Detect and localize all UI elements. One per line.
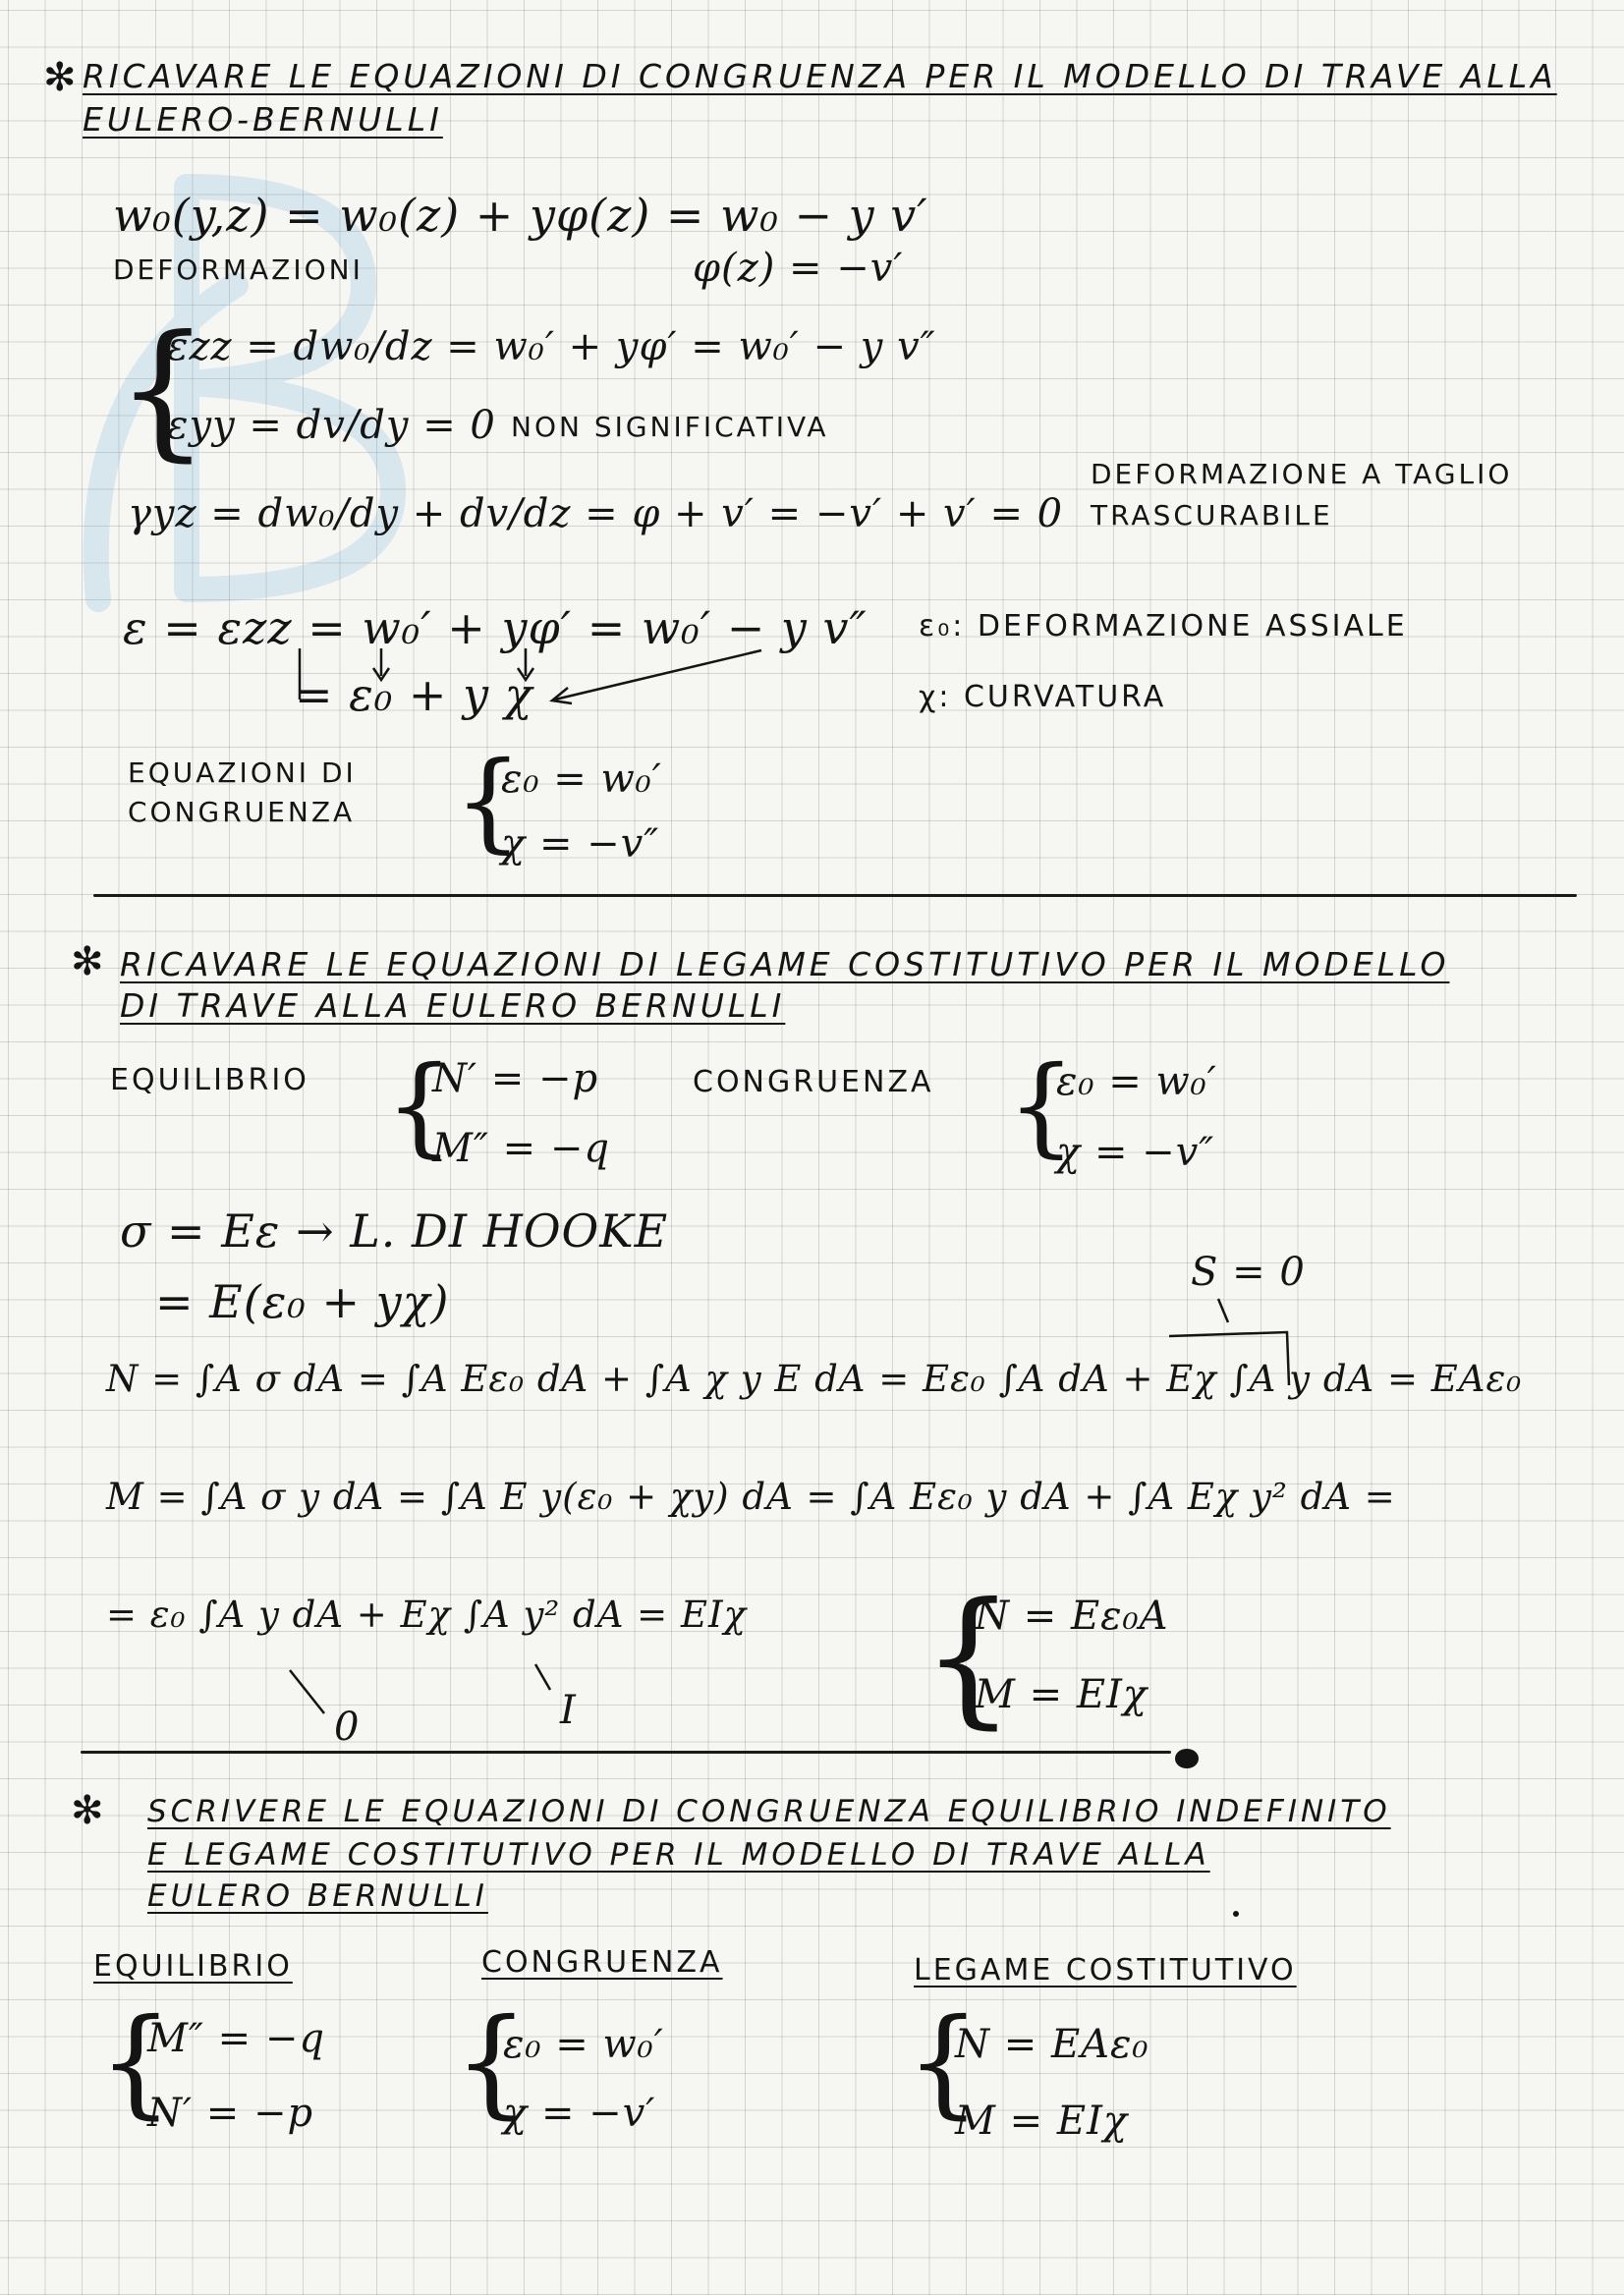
equation-rotation: φ(z) = −v′ (693, 246, 904, 291)
brace-col-equilibrium: { (98, 1994, 174, 2131)
brace-col-congruence: { (454, 1994, 530, 2131)
note-inertia: I (560, 1688, 577, 1733)
equation-moment-2: = ε₀ ∫A y dA + Eχ ∫A y² dA = EIχ (106, 1594, 747, 1636)
section2-title-line2: DI TRAVE ALLA EULERO BERNULLI (120, 986, 786, 1025)
col-congruence-eq1: ε₀ = w₀′ (503, 2022, 664, 2067)
brace-deformations: { (116, 305, 210, 476)
col-equilibrium-eq1: M″ = −q (147, 2016, 325, 2061)
bullet-star-icon: ✻ (71, 1788, 104, 1833)
congruence2-eq2: χ = −v″ (1056, 1130, 1215, 1175)
equation-normal-force: N = ∫A σ dA = ∫A Eε₀ dA + ∫A χ y E dA = Eε₀ ∫A dA + Eχ ∫A y dA = EAε₀ (106, 1358, 1523, 1400)
equilibrium-eq1: N′ = −p (432, 1056, 599, 1101)
section2-title-line1: RICAVARE LE EQUAZIONI DI LEGAME COSTITUTIVO PER IL MODELLO (120, 945, 1450, 983)
column-equilibrio: EQUILIBRIO (93, 1949, 293, 1984)
brace-results: { (922, 1572, 1016, 1743)
col-equilibrium-eq2: N′ = −p (147, 2091, 314, 2136)
brace-col-constitutive: { (906, 1994, 981, 2131)
label-deformazioni: DEFORMAZIONI (113, 253, 364, 286)
section1-title-line1: RICAVARE LE EQUAZIONI DI CONGRUENZA PER IL MODELLO DI TRAVE ALLA (83, 57, 1557, 95)
label-congruenza: CONGRUENZA (128, 796, 356, 828)
column-congruenza: CONGRUENZA (481, 1945, 723, 1980)
note-taglio-line1: DEFORMAZIONE A TAGLIO (1091, 458, 1513, 490)
equation-displacement: w₀(y,z) = w₀(z) + yφ(z) = w₀ − y v′ (113, 189, 928, 242)
bullet-star-icon: ✻ (43, 55, 77, 100)
congruence-eq1: ε₀ = w₀′ (501, 756, 662, 802)
note-zero: 0 (334, 1705, 361, 1750)
equation-strain-split: = ε₀ + y χ (295, 668, 533, 721)
label-congruenza-2: CONGRUENZA (693, 1065, 934, 1099)
equation-gyz: γyz = dw₀/dy + dv/dz = φ + v′ = −v′ + v′ = 0 (128, 491, 1064, 536)
definition-eps0: ε₀: DEFORMAZIONE ASSIALE (919, 609, 1408, 644)
congruence2-eq1: ε₀ = w₀′ (1056, 1059, 1217, 1104)
note-non-significativa: NON SIGNIFICATIVA (511, 411, 829, 443)
brace-congruence: { (454, 738, 523, 864)
section3-title-line2: E LEGAME COSTITUTIVO PER IL MODELLO DI TRAVE ALLA (147, 1837, 1210, 1873)
section3-title-line3: EULERO BERNULLI (147, 1878, 488, 1914)
definition-chi: χ: CURVATURA (919, 680, 1167, 714)
hooke-law: σ = Eε → L. DI HOOKE (120, 1204, 669, 1258)
label-equilibrio: EQUILIBRIO (110, 1063, 309, 1097)
col-congruence-eq2: χ = −v′ (503, 2091, 656, 2136)
hooke-expansion: = E(ε₀ + yχ) (155, 1275, 450, 1328)
result-moment: M = EIχ (975, 1672, 1148, 1717)
equilibrium-eq2: M″ = −q (432, 1126, 610, 1171)
equation-moment-1: M = ∫A σ y dA = ∫A E y(ε₀ + χy) dA = ∫A Eε₀ y dA + ∫A Eχ y² dA = (106, 1476, 1396, 1518)
section1-title-line2: EULERO-BERNULLI (83, 100, 443, 139)
col-constitutive-eq1: N = EAε₀ (955, 2022, 1149, 2067)
note-taglio-line2: TRASCURABILE (1091, 499, 1333, 532)
brace-congruence-2: { (1007, 1042, 1076, 1168)
result-normal-force: N = Eε₀A (975, 1594, 1169, 1639)
col-constitutive-eq2: M = EIχ (955, 2099, 1129, 2144)
equation-eyy: εyy = dv/dy = 0 (167, 403, 496, 448)
column-legame-costitutivo: LEGAME COSTITUTIVO (914, 1953, 1297, 1987)
section3-title-line1: SCRIVERE LE EQUAZIONI DI CONGRUENZA EQUILIBRIO INDEFINITO (147, 1794, 1391, 1829)
note-static-moment-zero: S = 0 (1191, 1250, 1306, 1295)
bullet-star-icon: ✻ (71, 939, 104, 984)
equation-ezz: εzz = dw₀/dz = w₀′ + yφ′ = w₀′ − y v″ (167, 324, 936, 369)
label-equazioni-di: EQUAZIONI DI (128, 756, 357, 789)
equation-strain: ε = εzz = w₀′ + yφ′ = w₀′ − y v″ (123, 601, 868, 654)
brace-equilibrium: { (385, 1042, 454, 1168)
congruence-eq2: χ = −v″ (501, 821, 660, 867)
